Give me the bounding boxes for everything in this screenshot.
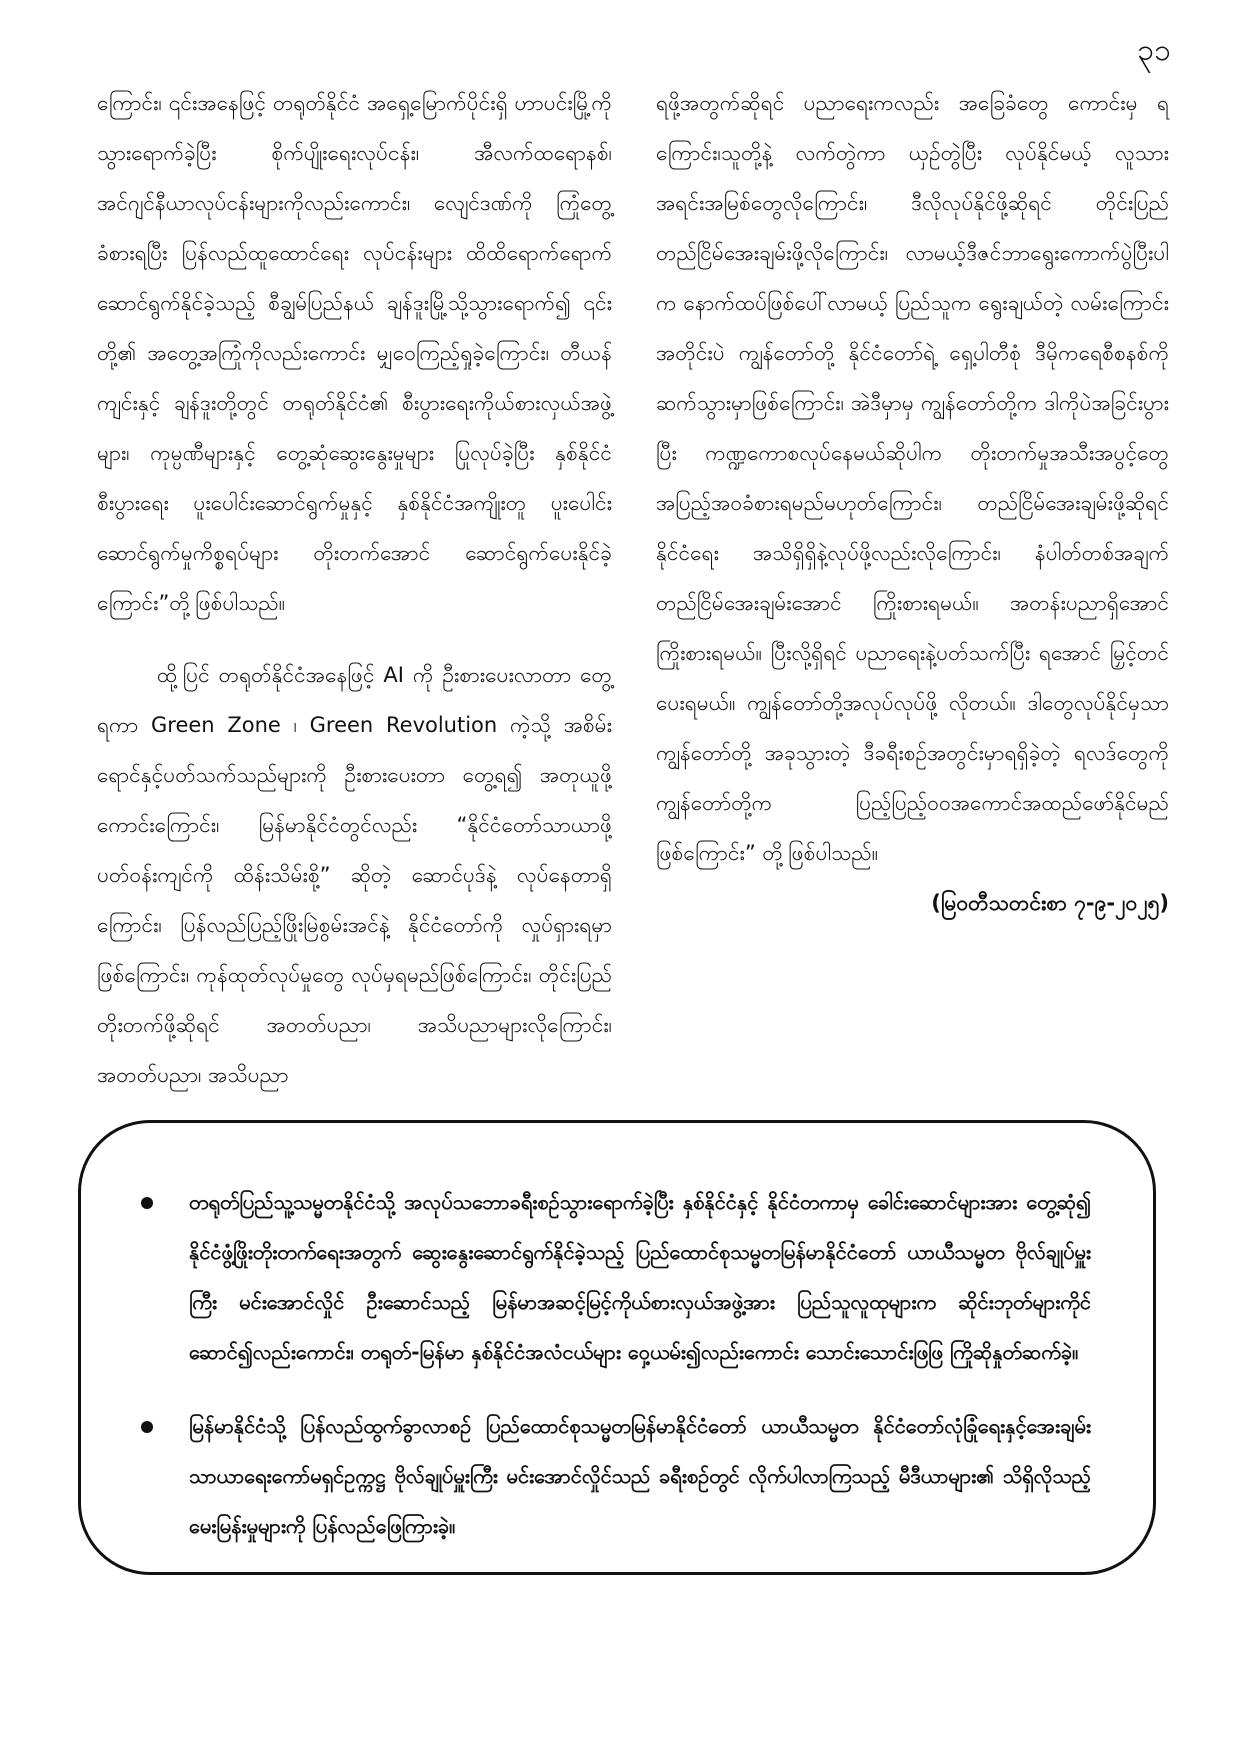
summary-item (141, 1401, 1091, 1551)
summary-list (141, 1177, 1091, 1551)
summary-box (78, 1120, 1156, 1575)
source-citation: (မြဝတီသတင်းစာ ၇-၉-၂၀၂၅) (931, 891, 1169, 915)
right-column (656, 78, 1169, 928)
body-paragraph: ထို့ပြင် တရုတ်နိုင်ငံအနေဖြင့် AI ကို ဦးစားပေးလာတာ တွေ့ရကာ Green Zone ၊ Green Revolution ကဲ့သို့ အစိမ်းရောင်နှင့်ပတ်သက်သည်များကို ဦးစားပေးတာ တွေ့ရ၍ အတုယူဖို့ကောင်းကြောင်း၊ မြန်မာနိုင်ငံတွင်လည်း “နိုင်ငံတော်သာယာဖို့ ပတ်ဝန်းကျင်ကို ထိန်းသိမ်းစို့” ဆိုတဲ့ ဆောင်ပုဒ်နဲ့ လုပ်နေတာရှိကြောင်း၊ ပြန်လည်ပြည့်ဖြိုးမြဲစွမ်းအင်နဲ့ နိုင်ငံတော်ကို လှုပ်ရှားရမှာဖြစ်ကြောင်း၊ ကုန်ထုတ်လုပ်မှုတွေ လုပ်မှရမည်ဖြစ်ကြောင်း၊ တိုင်းပြည်တိုးတက်ဖို့ဆိုရင် အတတ်ပညာ၊ အသိပညာများလိုကြောင်း၊ အတတ်ပညာ၊ အသိပညာ (97, 663, 612, 1087)
summary-item-text: မြန်မာနိုင်ငံသို့ ပြန်လည်ထွက်ခွာလာစဉ် ပြည်ထောင်စုသမ္မတမြန်မာနိုင်ငံတော် ယာယီသမ္မတ နိုင်ငံတော်လုံခြုံရေးနှင့်အေးချမ်းသာယာရေးကော်မရှင်ဥက္ကဋ္ဌ ဗိုလ်ချုပ်မှူးကြီး မင်းအောင်လှိုင်သည် ခရီးစဉ်တွင် လိုက်ပါလာကြသည့် မီဒီယာများ၏ သိရှိလိုသည့်မေးမြန်းမှုများကို ပြန်လည်ဖြေကြားခဲ့။ (189, 1414, 1091, 1538)
summary-item-text: တရုတ်ပြည်သူ့သမ္မတနိုင်ငံသို့ အလုပ်သဘောခရီးစဉ်သွားရောက်ခဲ့ပြီး နှစ်နိုင်ငံနှင့် နိုင်ငံတကာမှ ခေါင်းဆောင်များအား တွေ့ဆုံ၍ နိုင်ငံဖွံ့ဖြိုးတိုးတက်ရေးအတွက် ဆွေးနွေးဆောင်ရွက်နိုင်ခဲ့သည့် ပြည်ထောင်စုသမ္မတမြန်မာနိုင်ငံတော် ယာယီသမ္မတ ဗိုလ်ချုပ်မှူးကြီး မင်းအောင်လှိုင် ဦးဆောင်သည့် မြန်မာအဆင့်မြင့်ကိုယ်စားလှယ်အဖွဲ့အား ပြည်သူလူထုများက ဆိုင်းဘုတ်များကိုင်ဆောင်၍လည်းကောင်း၊ တရုတ်-မြန်မာ နှစ်နိုင်ငံအလံငယ်များ ဝှေ့ယမ်း၍လည်းကောင်း သောင်းသောင်းဖြဖြ ကြိုဆိုနှုတ်ဆက်ခဲ့။ (189, 1190, 1091, 1364)
body-paragraph: ရဖို့အတွက်ဆိုရင် ပညာရေးကလည်း အခြေခံတွေ ကောင်းမှ ရကြောင်း၊သူတို့နဲ့ လက်တွဲကာ ယှဉ်တွဲပြီး လုပ်နိုင်မယ့် လူသားအရင်းအမြစ်တွေလိုကြောင်း၊ ဒီလိုလုပ်နိုင်ဖို့ဆိုရင် တိုင်းပြည် တည်ငြိမ်အေးချမ်းဖို့လိုကြောင်း၊ လာမယ့်ဒီဇင်ဘာရွေးကောက်ပွဲပြီးပါက နောက်ထပ်ဖြစ်ပေါ်လာမယ့် ပြည်သူက ရွေးချယ်တဲ့ လမ်းကြောင်းအတိုင်းပဲ ကျွန်တော်တို့ နိုင်ငံတော်ရဲ့ ရှေ့ပါတီစုံ ဒီမိုကရေစီစနစ်ကို ဆက်သွားမှာဖြစ်ကြောင်း၊ အဲဒီမှာမှ ကျွန်တော်တို့က ဒါကိုပဲအခြင်းပွားပြီး ကဏ္ဍကောစလုပ်နေမယ်ဆိုပါက တိုးတက်မှုအသီးအပွင့်တွေ အပြည့်အဝခံစားရမည်မဟုတ်ကြောင်း၊ တည်ငြိမ်အေးချမ်းဖို့ဆိုရင် နိုင်ငံရေး အသိရှိရှိနဲ့လုပ်ဖို့လည်းလိုကြောင်း၊ နံပါတ်တစ်အချက် တည်ငြိမ်အေးချမ်းအောင် ကြိုးစားရမယ်။ အတန်းပညာရှိအောင် ကြိုးစားရမယ်။ ပြီးလို့ရှိရင် ပညာရေးနဲ့ပတ်သက်ပြီး ရအောင် မြှင့်တင်ပေးရမယ်။ ကျွန်တော်တို့အလုပ်လုပ်ဖို့ လိုတယ်။ ဒါတွေလုပ်နိုင်မှသာ ကျွန်တော်တို့ အခုသွားတဲ့ ဒီခရီးစဉ်အတွင်းမှာရရှိခဲ့တဲ့ ရလဒ်တွေကို ကျွန်တော်တို့က ပြည့်ပြည့်ဝဝအကောင်အထည်ဖော်နိုင်မည်ဖြစ်ကြောင်း” တို့ဖြစ်ပါသည်။ (656, 91, 1169, 865)
bullet-icon (141, 1197, 153, 1209)
left-column (97, 78, 612, 1100)
summary-item (141, 1177, 1091, 1377)
body-paragraph: ကြောင်း၊ ၎င်းအနေဖြင့် တရုတ်နိုင်ငံ အရှေ့မြောက်ပိုင်းရှိ ဟာပင်းမြို့ကို သွားရောက်ခဲ့ပြီး စိုက်ပျိုးရေးလုပ်ငန်း၊ အီလက်ထရောနစ်၊ အင်ဂျင်နီယာလုပ်ငန်းများကိုလည်းကောင်း၊ လျေင်ဒဏ်ကို ကြုံတွေ့ခံစားရပြီး ပြန်လည်ထူထောင်ရေး လုပ်ငန်းများ ထိထိရောက်ရောက်ဆောင်ရွက်နိုင်ခဲ့သည့် စီချွမ်ပြည်နယ် ချန်ဒူးမြို့သို့သွားရောက်၍ ၎င်းတို့၏ အတွေ့အကြုံကိုလည်းကောင်း မျှဝေကြည့်ရှုခဲ့ကြောင်း၊ တီယန်ကျင်းနှင့် ချန်ဒူးတို့တွင် တရုတ်နိုင်ငံ၏ စီးပွားရေးကိုယ်စားလှယ်အဖွဲ့များ၊ ကုမ္ပဏီများနှင့် တွေ့ဆုံဆွေးနွေးမှုများ ပြုလုပ်ခဲ့ပြီး နှစ်နိုင်ငံစီးပွားရေး ပူးပေါင်းဆောင်ရွက်မှုနှင့် နှစ်နိုင်ငံအကျိုးတူ ပူးပေါင်းဆောင်ရွက်မှုကိစ္စရပ်များ တိုးတက်အောင် ဆောင်ရွက်ပေးနိုင်ခဲ့ကြောင်း”တို့ဖြစ်ပါသည်။ (97, 91, 612, 615)
bullet-icon (141, 1421, 153, 1433)
page-number: ၃၁ (1137, 33, 1171, 68)
